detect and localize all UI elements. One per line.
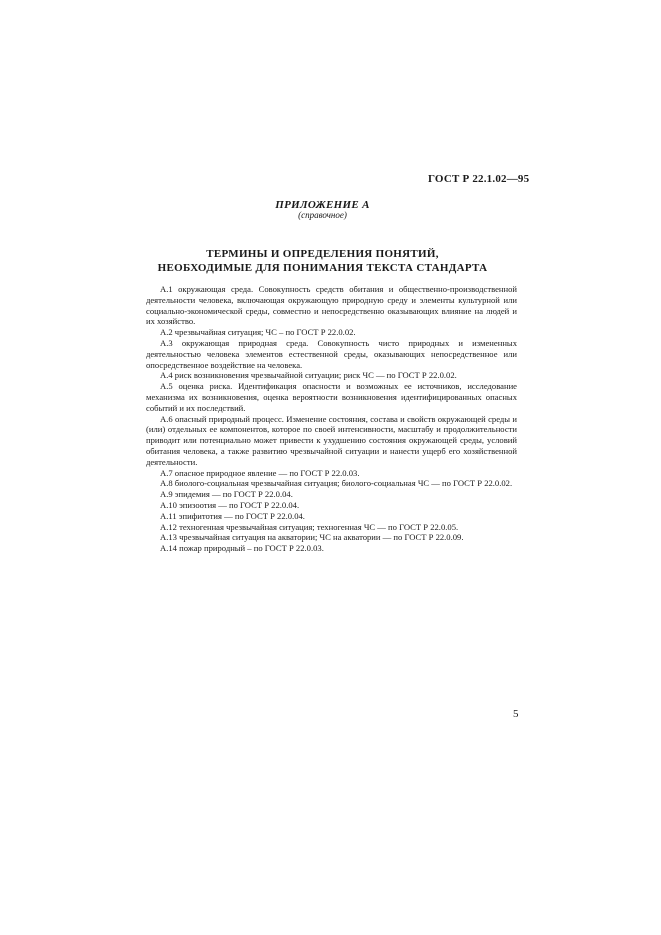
definition-a6: А.6 опасный природный процесс. Изменение состояния, состава и свойств окружающей среды и (или) отдельных ее компонентов, которое по своей интенсивности, масштабу и продолжительности приводит или потенциально может привести к ухудшению состояния окружающей среды, условий обитания человека, а также развитию чрезвычайной ситуации и нанести ущерб его хозяйственной деятельности. <box>146 413 517 467</box>
definition-a8: А.8 биолого-социальная чрезвычайная ситуация; биолого-социальная ЧС — по ГОСТ Р 22.0.02. <box>160 478 513 489</box>
definition-a7: А.7 опасное природное явление — по ГОСТ Р 22.0.03. <box>160 467 360 478</box>
definition-a1: А.1 окружающая среда. Совокупность средств обитания и общественно-производственной деятельности человека, включающая окружающую природную среду и элементы культурной или социально-экономической среды, совместно и непосредственно оказывающих влияние на людей и их хозяйство. <box>146 284 517 327</box>
definitions-list <box>146 284 517 554</box>
definition-a11: А.11 эпифитотия — по ГОСТ Р 22.0.04. <box>160 510 305 521</box>
definition-a10: А.10 эпизоотия — по ГОСТ Р 22.0.04. <box>160 499 300 510</box>
definition-a9: А.9 эпидемия — по ГОСТ Р 22.0.04. <box>160 489 293 500</box>
definition-a5: А.5 оценка риска. Идентификация опасности и возможных ее источников, исследование механизма их возникновения, оценка вероятности возникновения идентифицированных опасных событий и их последствий. <box>146 381 517 413</box>
definition-a4: А.4 риск возникновения чрезвычайной ситуации; риск ЧС — по ГОСТ Р 22.0.02. <box>160 370 457 381</box>
page-number: 5 <box>513 708 519 720</box>
definition-a2: А.2 чрезвычайная ситуация; ЧС – по ГОСТ Р 22.0.02. <box>160 327 356 338</box>
main-title-line-2: НЕОБХОДИМЫЕ ДЛЯ ПОНИМАНИЯ ТЕКСТА СТАНДАРТА <box>157 262 488 274</box>
main-title <box>0 247 645 275</box>
definition-a3: А.3 окружающая природная среда. Совокупность чисто природных и измененных деятельностью человека элементов естественной среды, оказывающих непосредственное или опосредственное воздействие на человека. <box>146 337 517 370</box>
main-title-line-1: ТЕРМИНЫ И ОПРЕДЕЛЕНИЯ ПОНЯТИЙ, <box>206 248 439 260</box>
definition-a13: А.13 чрезвычайная ситуация на акватории; ЧС на акватории — по ГОСТ Р 22.0.09. <box>160 532 464 543</box>
definition-a12: А.12 техногенная чрезвычайная ситуация; техногенная ЧС — по ГОСТ Р 22.0.05. <box>160 521 459 532</box>
appendix-subtitle: (справочное) <box>298 210 347 220</box>
definition-a14: А.14 пожар природный – по ГОСТ Р 22.0.03. <box>160 543 324 554</box>
document-code: ГОСТ Р 22.1.02—95 <box>428 173 530 185</box>
appendix-title: ПРИЛОЖЕНИЕ А <box>275 199 370 211</box>
